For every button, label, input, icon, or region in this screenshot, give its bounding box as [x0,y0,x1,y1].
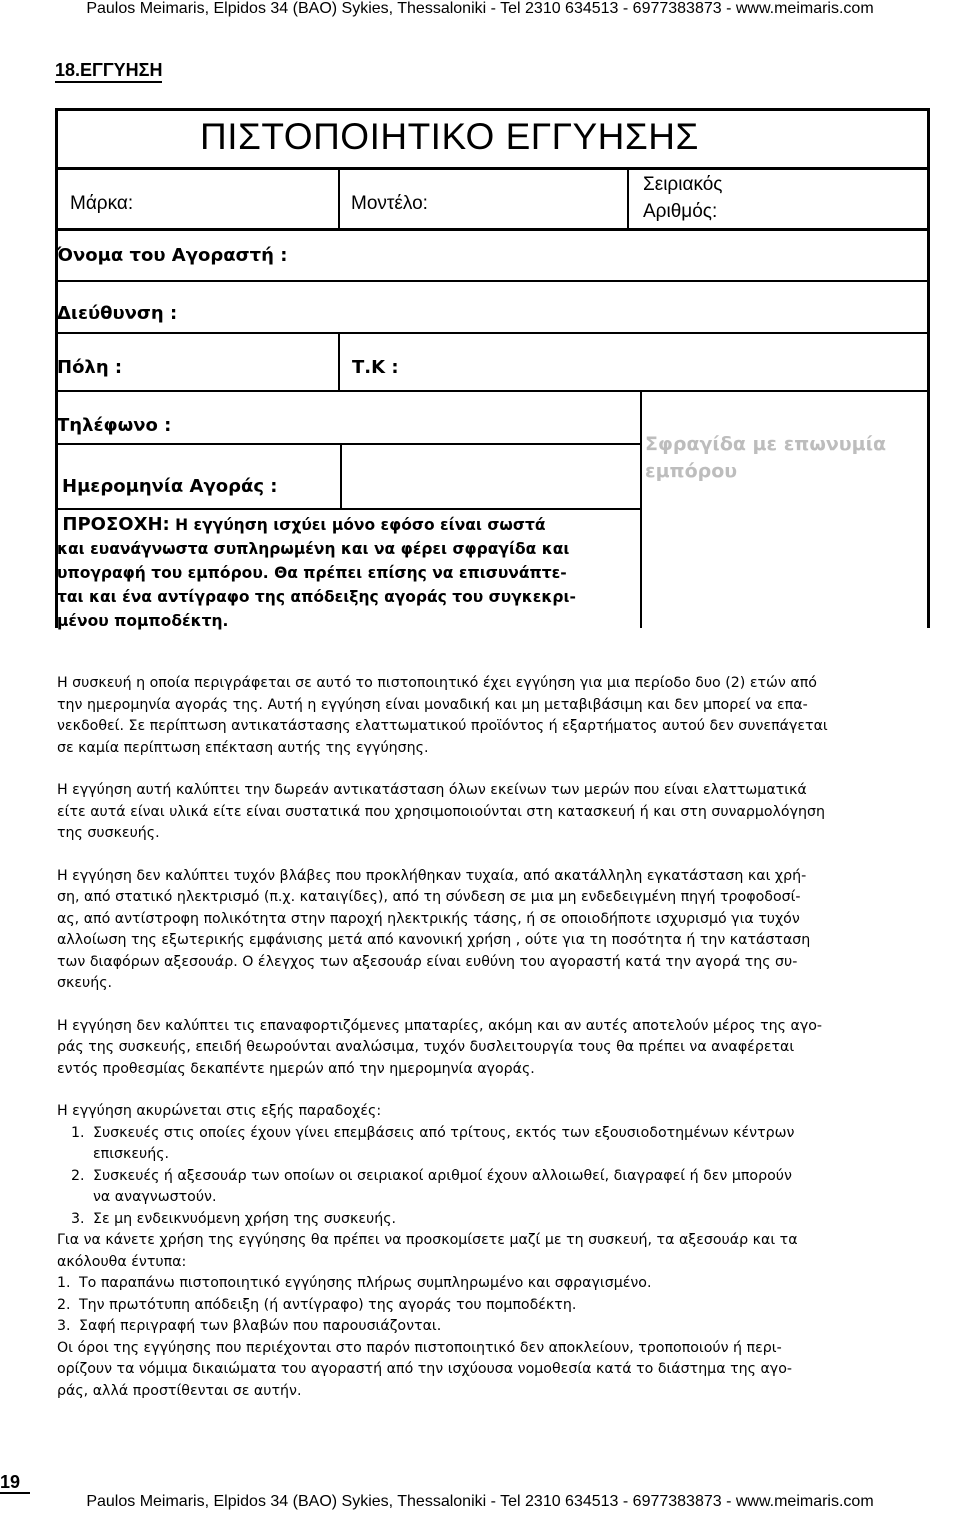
form-rule [55,280,930,282]
warning-line: υπογραφή του εμπόρου. Θα πρέπει επίσης να επισυνάπτε- [57,564,567,582]
text-line: των διαφόρων αξεσουάρ. Ο έλεγχος των αξεσουάρ είναι ευθύνη του αγοραστή κατά την αγορά της συ- [57,953,798,970]
text-line: σκευής. [57,975,113,991]
text-line: είτε αυτά είναι υλικά είτε είναι συστατικά που χρησιμοποιούνται στη κατασκευή ή και στη συναρμολόγηση [57,803,825,820]
text-line: Για να κάνετε χρήση της εγγύησης θα πρέπει να προσκομίσετε μαζί με τη συσκευή, τα αξεσουάρ και τα [57,1232,798,1248]
section-title: 18.ΕΓΓΥΗΣΗ [55,60,162,83]
form-rule [55,390,930,392]
text-line: αλλοίωση της εξωτερικής εμφάνισης μετά από κανονική χρήση , ούτε για τη ποσότητα ή την κατάσταση [57,932,811,948]
warning-line: Η εγγύηση ισχύει μόνο εφόσο είναι σωστά [169,516,546,534]
form-rule [55,332,930,334]
form-rule [340,445,342,510]
serial-label-line2: Αριθμός: [643,201,718,222]
certificate-title: ΠΙΣΤΟΠΟΙΗΤΙΚΟ ΕΓΓΥΗΣΗΣ [200,116,699,157]
stamp-text-line1: Σφραγίδα με επωνυμία [645,433,887,455]
text-line: Η εγγύηση ακυρώνεται στις εξής παραδοχές: [57,1103,382,1119]
form-rule [338,332,340,392]
serial-label-line1: Σειριακός [643,174,723,195]
form-rule [55,167,930,170]
list-item: 3. Σαφή περιγραφή των βλαβών που παρουσιάζονται. [57,1318,442,1334]
page-header: Paulos Meimaris, Elpidos 34 (BAO) Sykies, Thessaloniki - Tel 2310 634513 - 6977383873 - www.meimaris.com [86,0,874,17]
postcode-label: Τ.Κ : [352,357,399,378]
list-item: 1. Συσκευές στις οποίες έχουν γίνει επεμβάσεις από τρίτους, εκτός των εξουσιοδοτημένων κέντρων [71,1124,795,1141]
text-line: ράς της συσκευής, επειδή θεωρούνται αναλώσιμα, τυχόν δυσλειτουργία τους θα πρέπει να αναφέρεται [57,1039,795,1055]
model-label: Μοντέλο: [351,193,428,214]
warning-line: και ευανάγνωστα συπληρωμένη και να φέρει σφραγίδα και [57,540,570,558]
list-item: 2. Συσκευές ή αξεσουάρ των οποίων οι σειριακοί αριθμοί έχουν αλλοιωθεί, διαγραφεί ή δεν μπορούν [71,1167,792,1184]
phone-label: Τηλέφωνο : [57,415,172,436]
text-line: Οι όροι της εγγύησης που περιέχονται στο παρόν πιστοποιητικό δεν αποκλείουν, τροποποιούν ή περι- [57,1339,782,1356]
list-item-continued: να αναγνωστούν. [93,1189,217,1205]
text-line: ορίζουν τα νόμιμα δικαιώματα του αγοραστή από την ισχύουσα νομοθεσία κατά το διάστημα της αγο- [57,1361,792,1377]
list-item-continued: επισκευής. [93,1146,170,1162]
page-number: 19 [0,1472,30,1494]
text-line: την ημερομηνία αγοράς της. Αυτή η εγγύηση είναι μοναδική και μη μεταβιβάσιμη και δεν μπορεί να επα- [57,696,808,713]
warranty-terms-text [57,673,959,1402]
warning-notice [57,513,642,633]
city-label: Πόλη : [57,357,123,378]
text-line: Η συσκευή η οποία περιγράφεται σε αυτό το πιστοποιητικό έχει εγγύηση για μια περίοδο δυο (2) ετών από [57,675,817,691]
form-rule [55,443,640,445]
text-line: σε καμία περίπτωση επέκταση αυτής της εγγύησης. [57,739,429,756]
form-rule [338,167,340,230]
text-line: Η εγγύηση δεν καλύπτει τις επαναφορτιζόμενες μπαταρίες, ακόμη και αν αυτές αποτελούν μέρος της αγο- [57,1017,823,1034]
list-item: 1. Το παραπάνω πιστοποιητικό εγγύησης πλήρως συμπληρωμένο και σφραγισμένο. [57,1275,652,1291]
list-item: 2. Την πρωτότυπη απόδειξη (ή αντίγραφο) της αγοράς του πομποδέκτη. [57,1296,577,1313]
text-line: Η εγγύηση δεν καλύπτει τυχόν βλάβες που προκλήθηκαν τυχαία, από ακατάλληλη εγκατάσταση και χρή- [57,867,807,884]
warning-line: μένου πομποδέκτη. [57,612,229,630]
text-line: της συσκευής. [57,825,160,841]
text-line: Η εγγύηση αυτή καλύπτει την δωρεάν αντικατάσταση όλων εκείνων των μερών που είναι ελαττωματικά [57,782,807,798]
text-line: ση, από στατικό ηλεκτρισμό (π.χ. καταιγίδες), από τη σύνδεση σε μια μη ενδεδειγμένη πηγή τροφοδοσί- [57,889,801,905]
form-rule [627,167,629,230]
form-rule [55,228,930,231]
buyer-name-label: Όνομα του Αγοραστή : [57,245,288,266]
text-line: νεκδοθεί. Σε περίπτωση αντικατάστασης ελαττωματικού προϊόντος ή εξαρτήματος αυτού δεν συνεπάγεται [57,718,828,734]
merchant-stamp-area [645,431,925,485]
stamp-text-line2: εμπόρου [645,460,738,482]
text-line: ράς, αλλά προστίθενται σε αυτήν. [57,1382,302,1399]
warning-line: ται και ένα αντίγραφο της απόδειξης αγοράς του συγκεκρι- [57,588,576,606]
brand-label: Μάρκα: [70,193,134,214]
text-line: ακόλουθα έντυπα: [57,1253,187,1270]
address-label: Διεύθυνση : [57,303,178,324]
warning-heading: ΠΡΟΣΟΧΗ: [62,514,170,535]
purchase-date-label: Ημερομηνία Αγοράς : [62,476,278,497]
text-line: εντός προθεσμίας δεκαπέντε ημερών από την ημερομηνία αγοράς. [57,1060,535,1077]
text-line: ας, από αντίστροφη πολικότητα στην παροχή ηλεκτρικής τάσης, ή σε οποιοδήποτε ισχυρισμό για τυχόν [57,910,800,927]
list-item: 3. Σε μη ενδεικνυόμενη χρήση της συσκευής. [71,1210,397,1227]
warranty-certificate-form [55,108,930,628]
page-footer: Paulos Meimaris, Elpidos 34 (BAO) Sykies, Thessaloniki - Tel 2310 634513 - 6977383873 - www.meimaris.com [86,1493,874,1510]
form-rule [55,508,640,510]
